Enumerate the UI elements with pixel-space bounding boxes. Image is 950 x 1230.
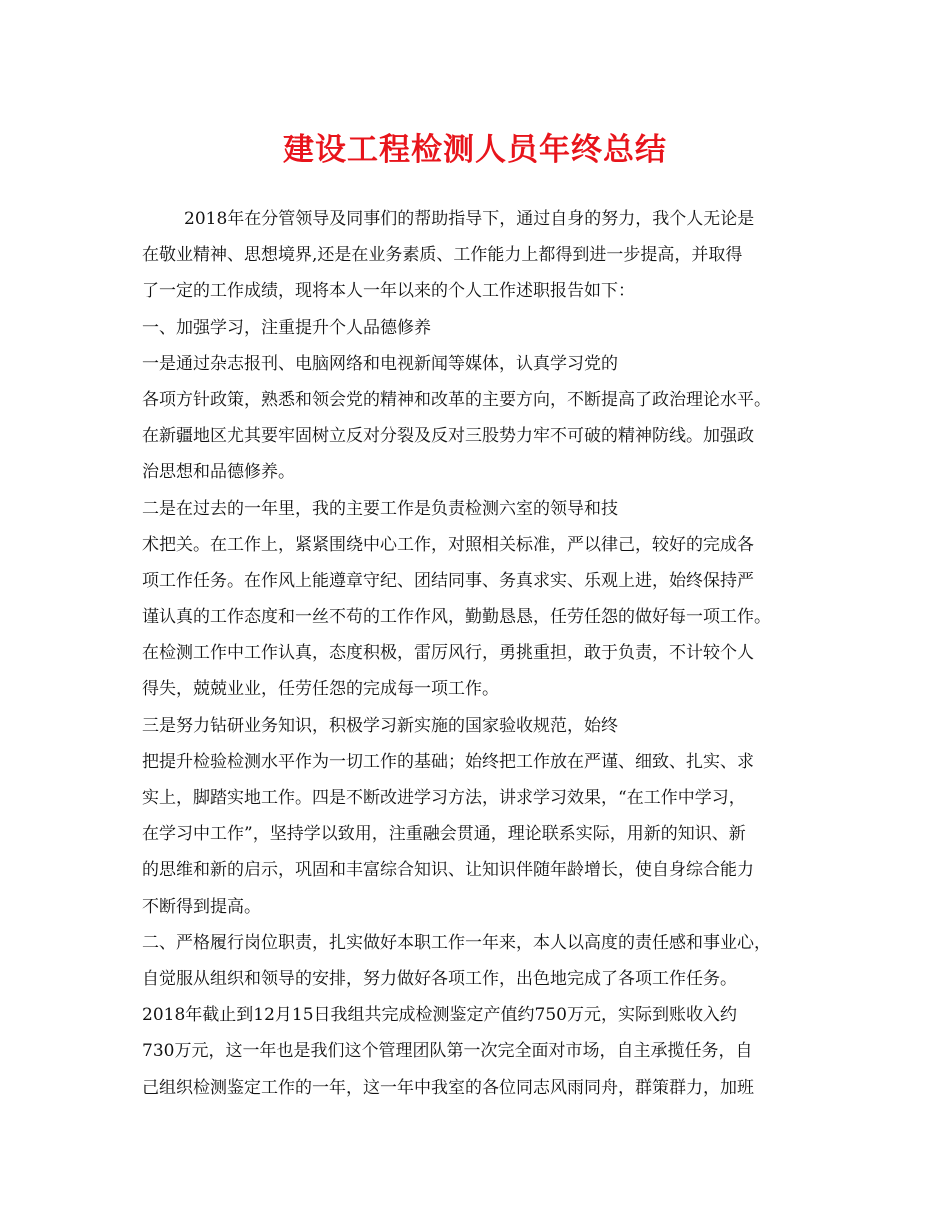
body-text-line: 在检测工作中工作认真，态度积极，雷厉风行，勇挑重担，敢于负责，不计较个人 (142, 643, 754, 664)
body-text-line: 2018年截止到12月15日我组共完成检测鉴定产值约750万元，实际到账收入约 (142, 1005, 737, 1026)
body-text-line: 实上，脚踏实地工作。四是不断改进学习方法，讲求学习效果，“在工作中学习， (142, 788, 746, 808)
body-text-line: 自觉服从组织和领导的安排，努力做好各项工作，出色地完成了各项工作任务。 (142, 968, 737, 989)
body-text-line: 把提升检验检测水平作为一切工作的基础；始终把工作放在严谨、细致、扎实、求 (142, 751, 754, 772)
body-text-line: 730万元，这一年也是我们这个管理团队第一次完全面对市场，自主承揽任务，自 (142, 1041, 753, 1062)
document-body (142, 201, 822, 1106)
body-text-line: 一、加强学习，注重提升个人品德修养 (142, 317, 431, 338)
body-text-line: 治思想和品德修养。 (142, 462, 295, 483)
body-text-line: 在敬业精神、思想境界,还是在业务素质、工作能力上都得到进一步提高，并取得 (142, 245, 743, 266)
body-text-line: 二、严格履行岗位职责，扎实做好本职工作一年来，本人以高度的责任感和事业心， (142, 932, 771, 953)
body-text-line: 二是在过去的一年里，我的主要工作是负责检测六室的领导和技 (142, 498, 618, 519)
document-title: 建设工程检测人员年终总结 (283, 132, 667, 168)
body-text-line: 谨认真的工作态度和一丝不苟的工作作风，勤勤恳恳，任劳任怨的做好每一项工作。 (142, 607, 771, 628)
body-text-line: 项工作任务。在作风上能遵章守纪、团结同事、务真求实、乐观上进，始终保持严 (142, 570, 754, 591)
body-text-line: 在学习中工作”，坚持学以致用，注重融会贯通，理论联系实际，用新的知识、新 (142, 824, 746, 845)
body-text-line: 的思维和新的启示，巩固和丰富综合知识、让知识伴随年龄增长，使自身综合能力 (142, 860, 754, 881)
body-text-line: 三是努力钻研业务知识，积极学习新实施的国家验收规范，始终 (142, 715, 618, 736)
body-text-line: 得失，兢兢业业，任劳任怨的完成每一项工作。 (142, 679, 499, 700)
body-text-line: 术把关。在工作上，紧紧围绕中心工作，对照相关标准，严以律己，较好的完成各 (142, 534, 754, 555)
body-text-line: 不断得到提高。 (142, 896, 261, 917)
body-text-line: 己组织检测鉴定工作的一年，这一年中我室的各位同志风雨同舟，群策群力，加班 (142, 1077, 754, 1098)
body-text-line: 一是通过杂志报刊、电脑网络和电视新闻等媒体，认真学习党的 (142, 353, 618, 374)
body-text-line: 2018年在分管领导及同事们的帮助指导下，通过自身的努力，我个人无论是 (184, 209, 755, 229)
body-text-line: 了一定的工作成绩，现将本人一年以来的个人工作述职报告如下： (142, 281, 635, 302)
body-text-line: 各项方针政策，熟悉和领会党的精神和改革的主要方向，不断提高了政治理论水平。 (142, 389, 771, 410)
body-text-line: 在新疆地区尤其要牢固树立反对分裂及反对三股势力牢不可破的精神防线。加强政 (142, 426, 754, 447)
